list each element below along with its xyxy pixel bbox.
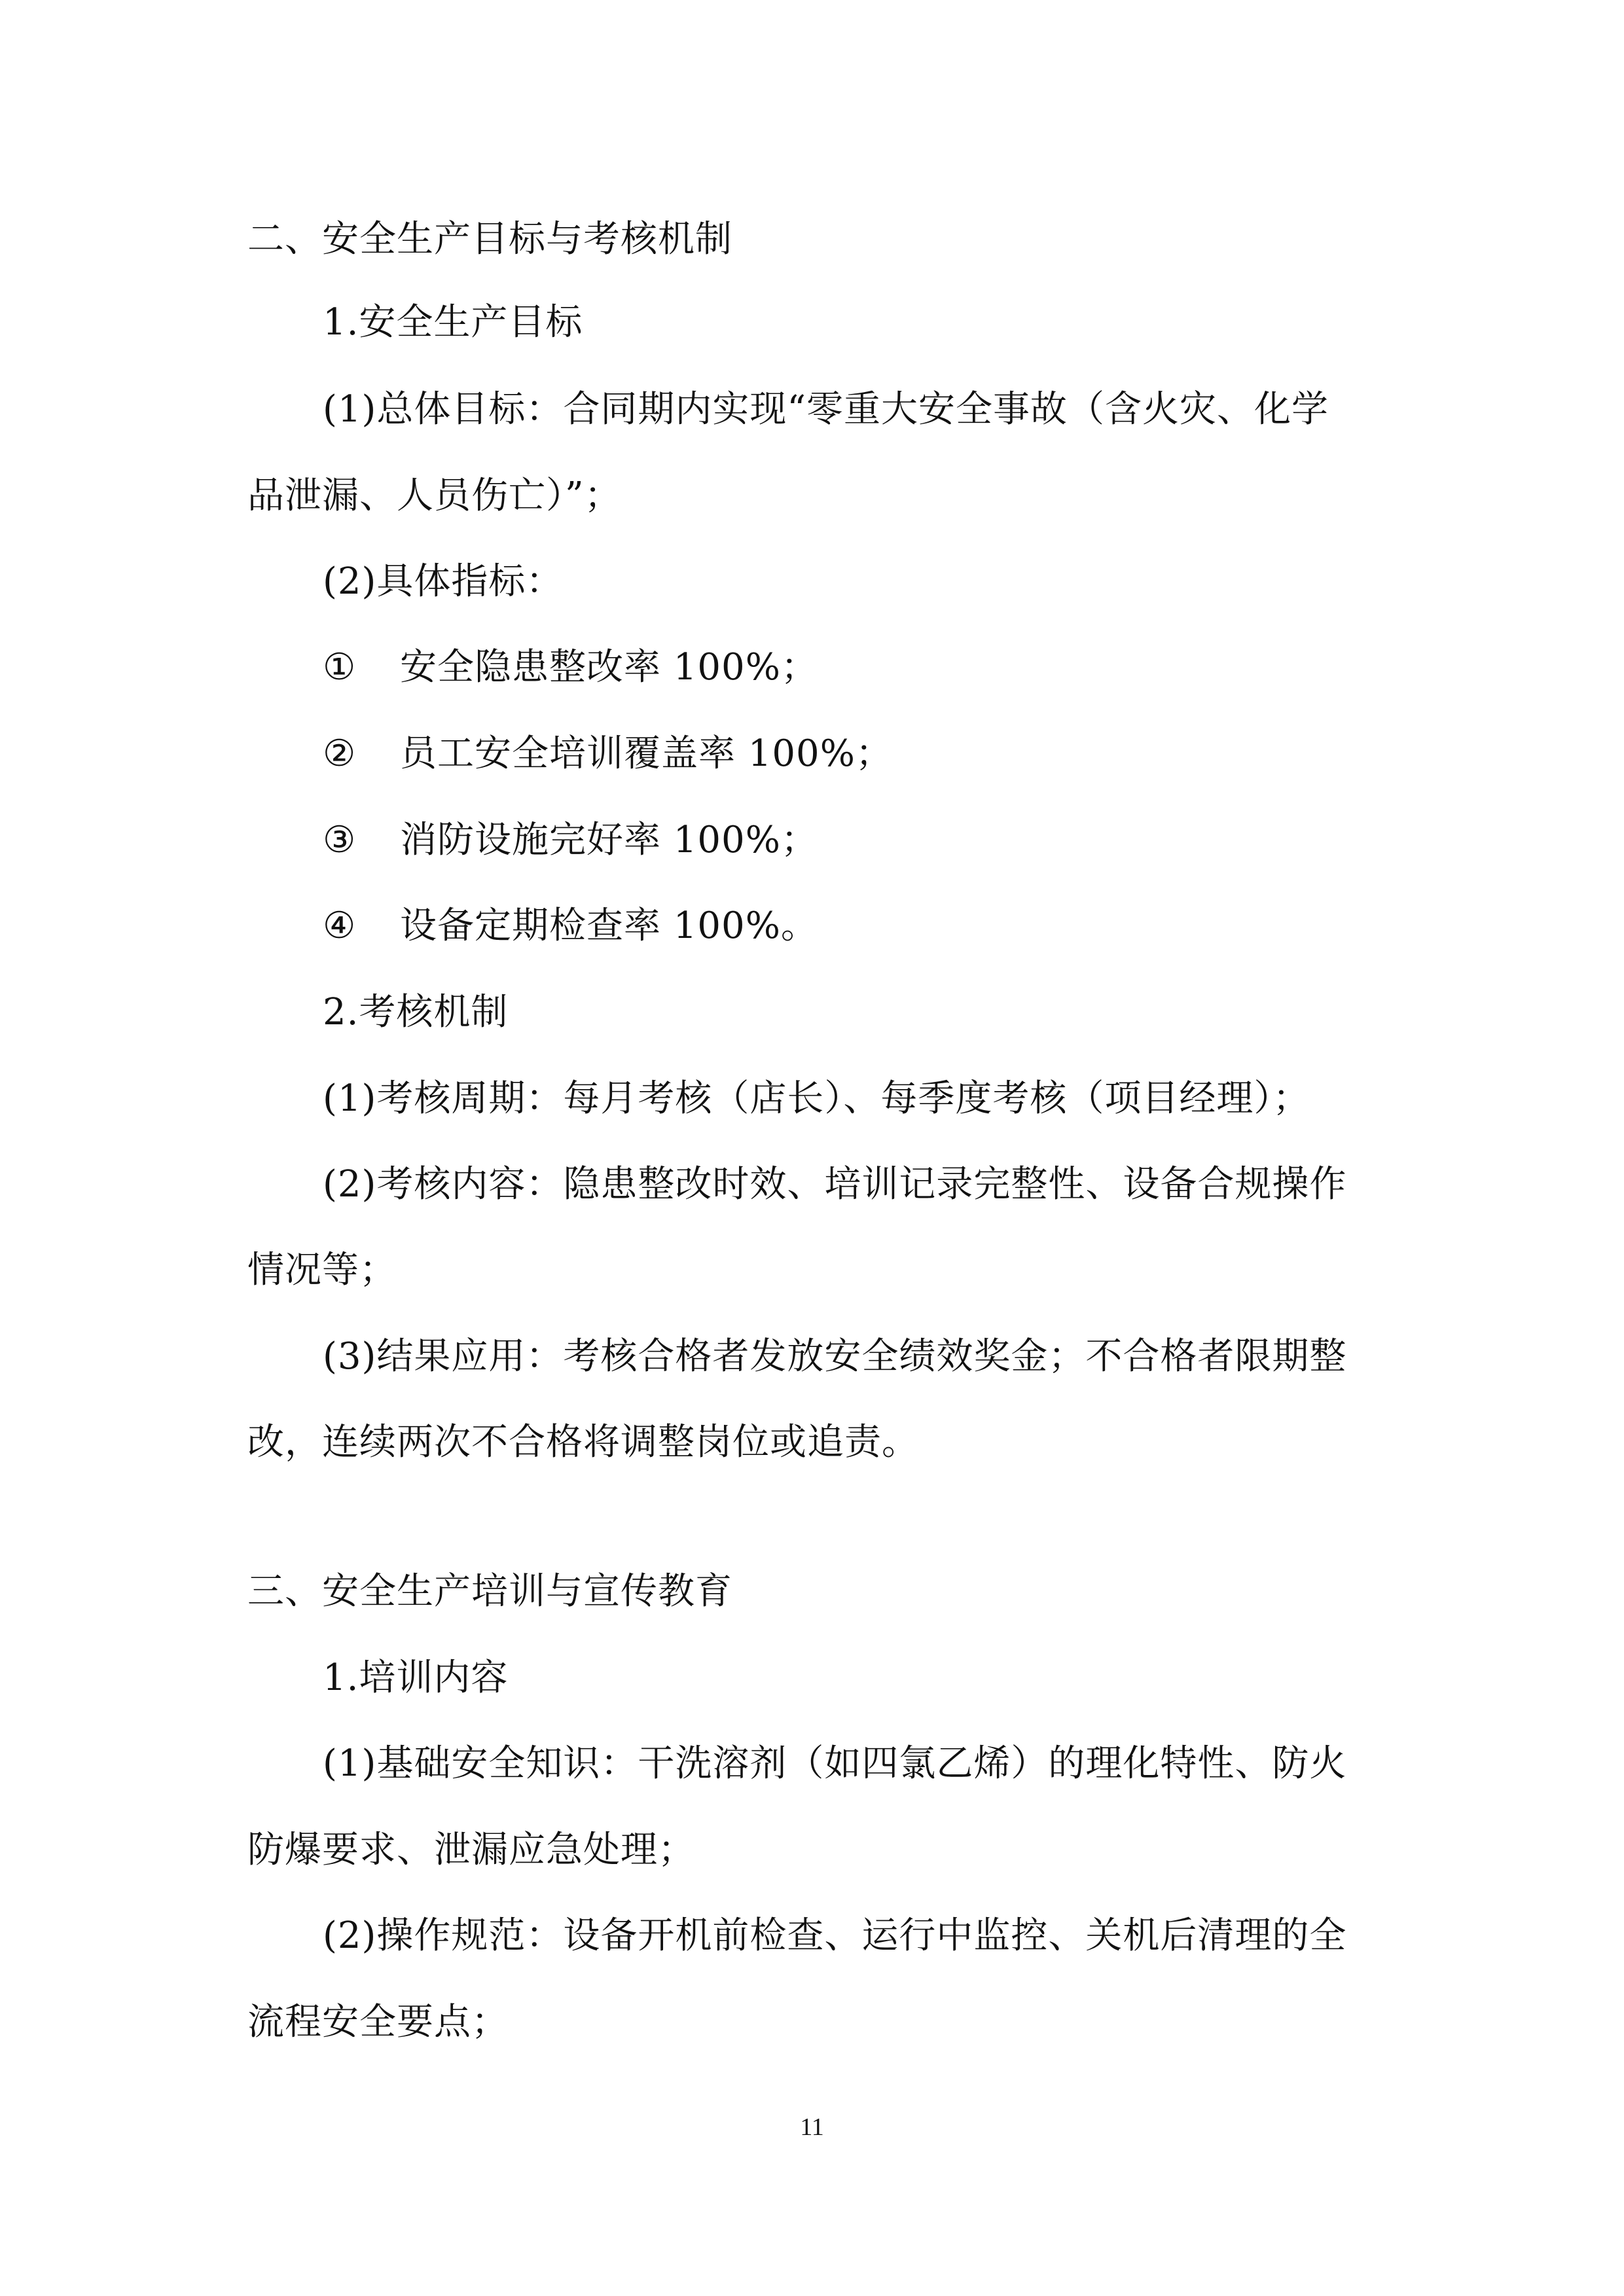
- indicator-text: 安全隐患整改率 100%；: [400, 646, 818, 689]
- list-marker: ①: [323, 646, 357, 689]
- indicator-item: [323, 730, 893, 778]
- paragraph-line: (1)总体目标：合同期内实现“零重大安全事故（含火灾、化学: [323, 388, 1329, 431]
- indicator-item: [323, 817, 818, 864]
- section-heading-training: 三、安全生产培训与宣传教育: [247, 1570, 732, 1613]
- subsection-title-training-content: 1.培训内容: [323, 1657, 509, 1699]
- paragraph-line: (3)结果应用：考核合格者发放安全绩效奖金；不合格者限期整: [323, 1335, 1347, 1378]
- paragraph-line: (2)具体指标：: [323, 560, 564, 603]
- list-marker: ④: [323, 905, 357, 947]
- indicator-text: 设备定期检查率 100%。: [400, 905, 818, 947]
- paragraph-line: (1)基础安全知识：干洗溶剂（如四氯乙烯）的理化特性、防火: [323, 1742, 1347, 1785]
- subsection-title-assessment: 2.考核机制: [323, 991, 509, 1033]
- paragraph-line: (2)考核内容：隐患整改时效、培训记录完整性、设备合规操作: [323, 1163, 1347, 1206]
- subsection-title-safety-goals: 1.安全生产目标: [323, 301, 583, 344]
- indicator-text: 员工安全培训覆盖率 100%；: [400, 732, 893, 775]
- paragraph-line: 改，连续两次不合格将调整岗位或追责。: [247, 1421, 919, 1463]
- indicator-item: [323, 903, 818, 950]
- section-heading-safety-goals: 二、安全生产目标与考核机制: [247, 218, 732, 260]
- list-marker: ②: [323, 732, 357, 775]
- paragraph-line: 流程安全要点；: [247, 2001, 509, 2043]
- indicator-item: [323, 644, 818, 691]
- page-number: 11: [800, 2113, 824, 2141]
- paragraph-line: (1)考核周期：每月考核（店长）、每季度考核（项目经理）；: [323, 1077, 1310, 1120]
- paragraph-line: 品泄漏、人员伤亡）”；: [247, 475, 622, 517]
- paragraph-line: 情况等；: [247, 1249, 397, 1291]
- list-marker: ③: [323, 819, 357, 861]
- paragraph-line: (2)操作规范：设备开机前检查、运行中监控、关机后清理的全: [323, 1914, 1347, 1957]
- indicator-text: 消防设施完好率 100%；: [400, 819, 818, 861]
- paragraph-line: 防爆要求、泄漏应急处理；: [247, 1829, 695, 1871]
